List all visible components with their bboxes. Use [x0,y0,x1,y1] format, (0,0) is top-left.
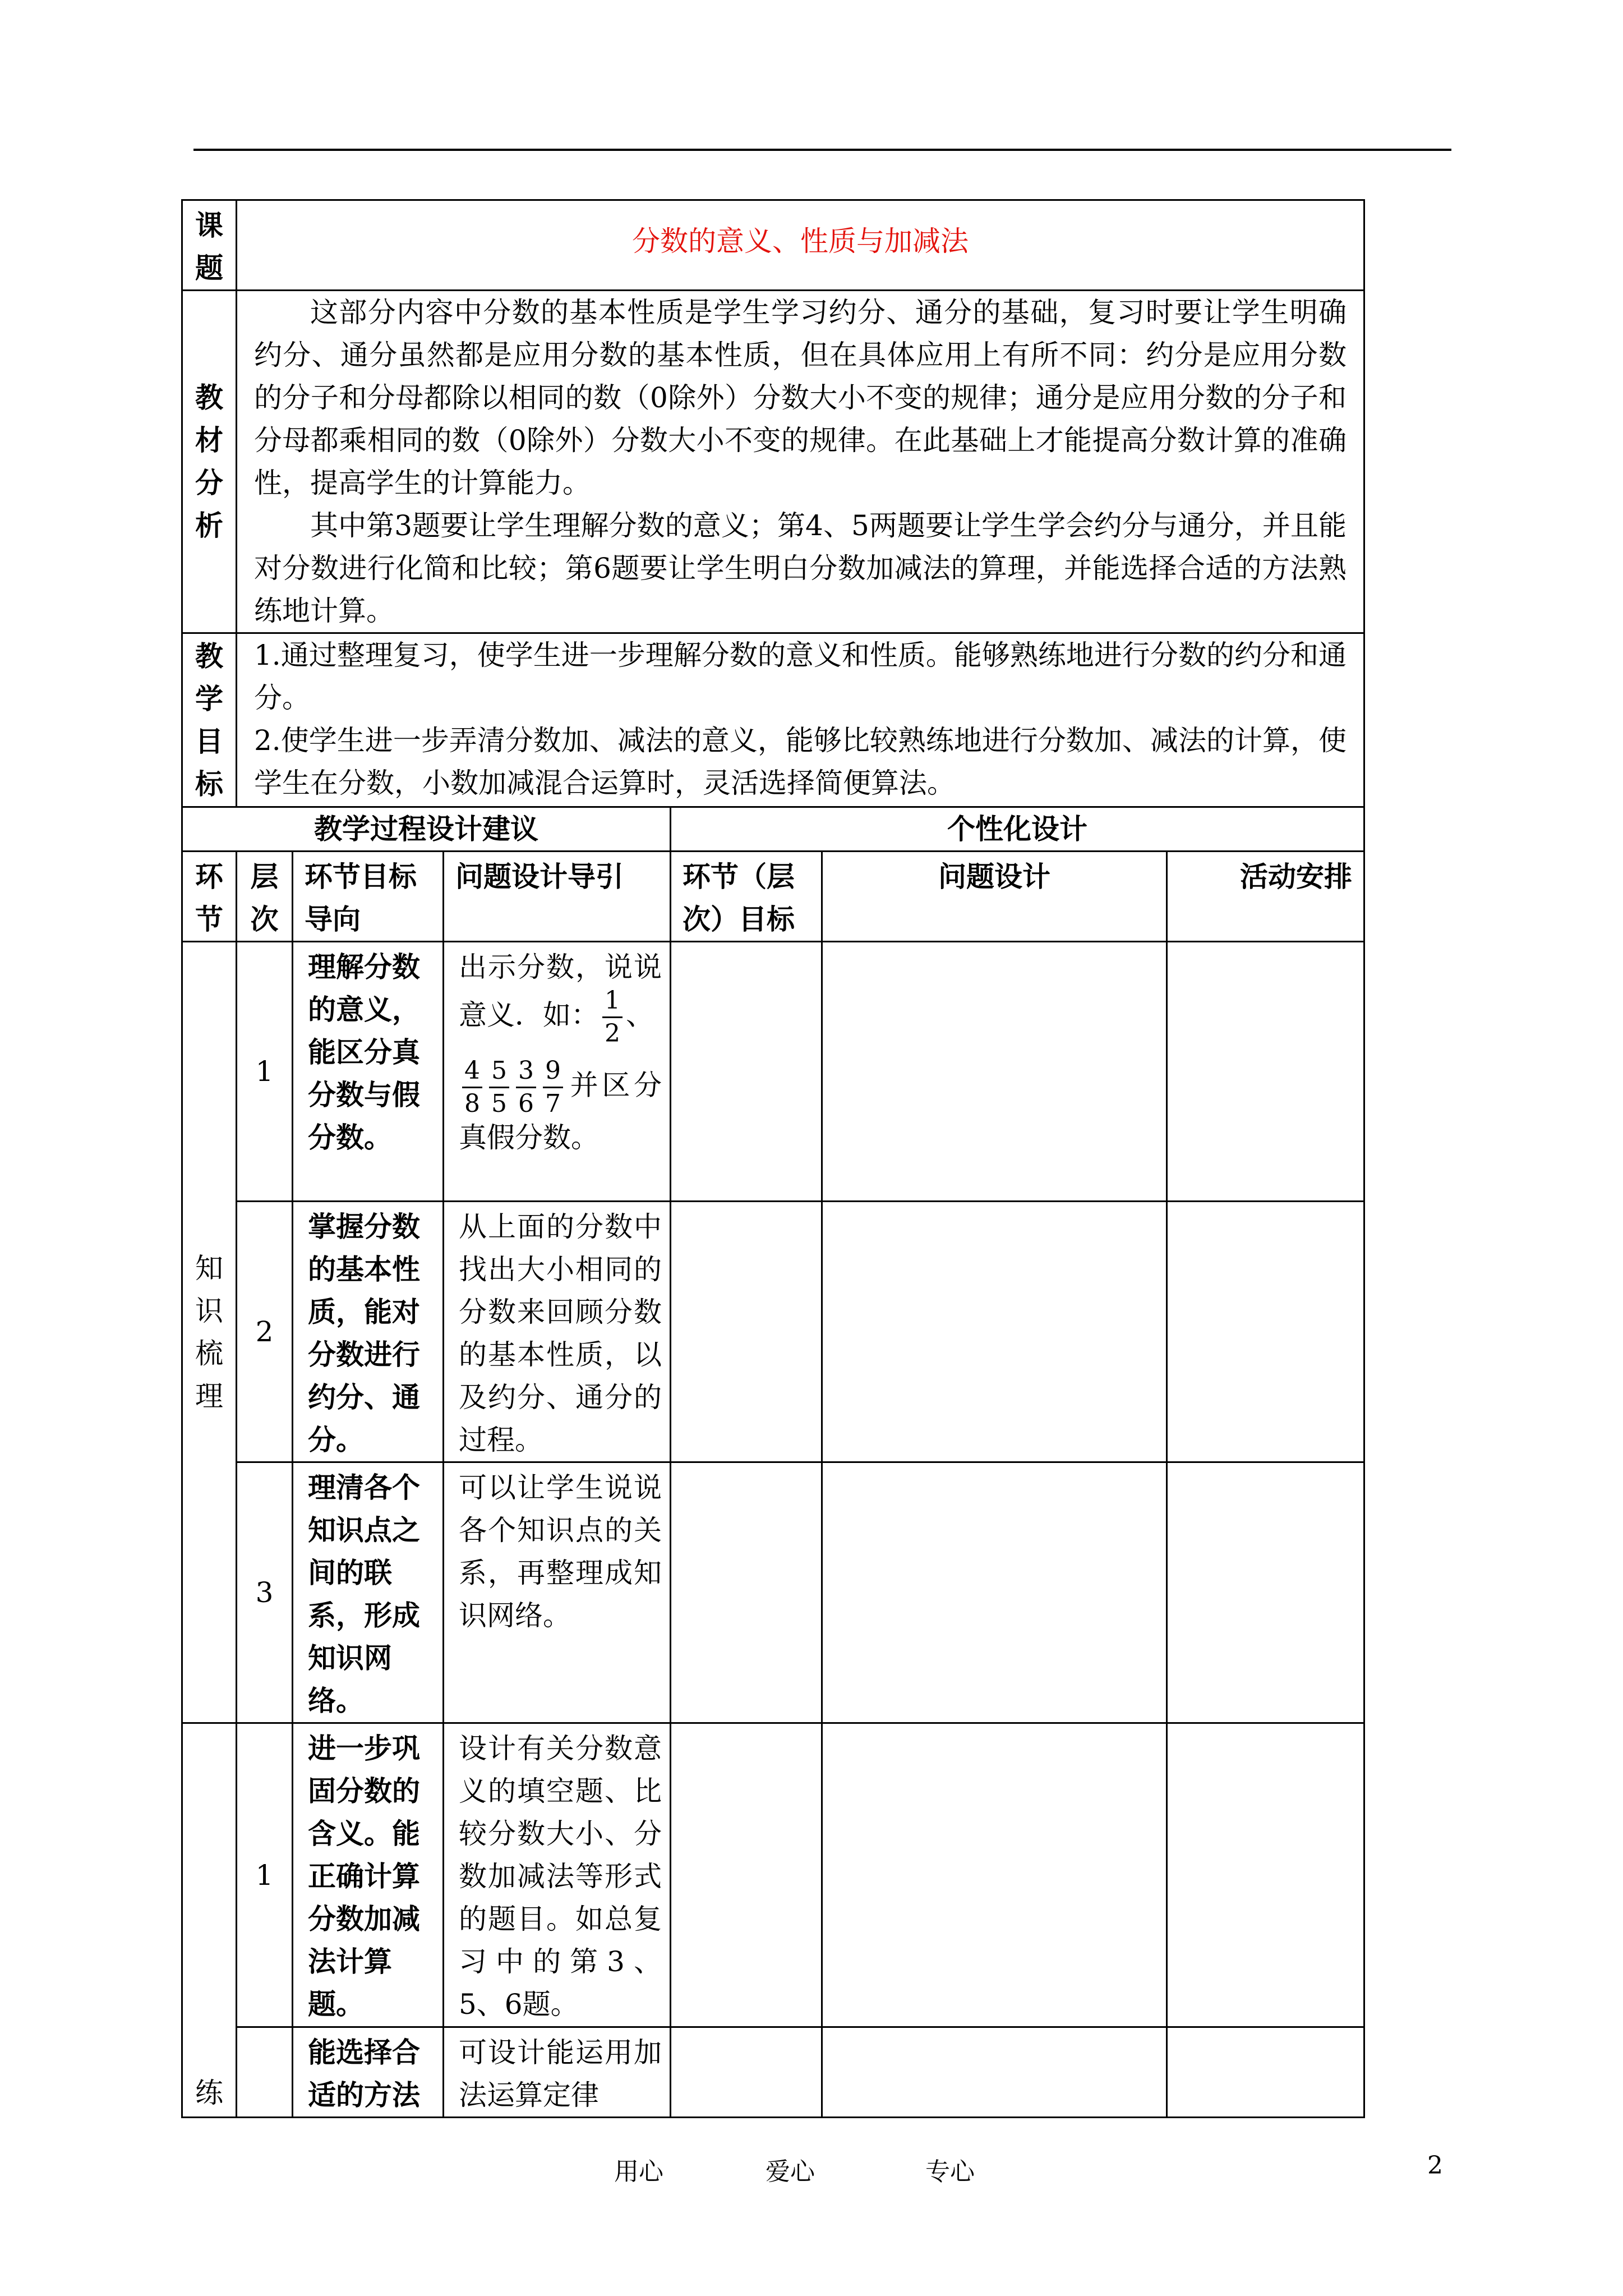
empty-cell [822,1723,1167,2027]
analysis-label-char: 教 [195,381,223,414]
empty-cell [1167,1723,1364,2027]
lesson-title: 分数的意义、性质与加减法 [237,200,1364,291]
col-level-header [237,852,293,942]
empty-cell [1167,942,1364,1202]
col-activity-header: 活动安排 [1167,852,1364,942]
col-stage-char: 环 [195,861,223,893]
personal-design-heading: 个性化设计 [671,807,1364,852]
page-number: 2 [1427,2151,1443,2180]
stage-char: 梳 [195,1337,223,1370]
col-goal-header: 环节目标导向 [293,852,444,942]
stage-char: 知 [195,1252,223,1285]
col-level-char: 层 [250,861,279,893]
col-stage-char: 节 [195,903,223,936]
fraction-numerator: 1 [602,988,623,1018]
analysis-label [182,291,237,633]
empty-cell [671,1462,822,1723]
fraction-denominator: 6 [518,1089,534,1118]
table-row [182,1462,1364,1723]
level-number [237,2027,293,2118]
fraction-numerator: 3 [516,1059,536,1088]
stage-knowledge-review [182,942,237,1723]
column-header-row [182,852,1364,942]
row-goal: 理解分数的意义，能区分真分数与假分数。 [293,942,444,1202]
fraction-denominator: 5 [491,1089,507,1118]
stage-practice: 练 [182,1723,237,2118]
empty-cell [1167,1202,1364,1462]
guide-text: 并区分真假分数。 [459,1069,662,1154]
fraction-denominator: 2 [605,1019,620,1048]
goal-item: 2.使学生进一步弄清分数加、减法的意义，能够比较熟练地进行分数加、减法的计算，使学生在分数，小数加减混合运算时，灵活选择简便算法。 [254,724,1347,799]
col-question-design-header: 问题设计 [822,852,1167,942]
table-row [182,942,1364,1202]
table-row [182,1202,1364,1462]
topic-label: 课题 [182,200,237,291]
empty-cell [671,1202,822,1462]
empty-cell [671,2027,822,2118]
goals-label [182,633,237,807]
goals-label-char: 目 [195,725,223,758]
fraction-numerator: 5 [489,1059,509,1088]
analysis-label-char: 析 [195,509,223,542]
row-guide: 从上面的分数中找出大小相同的分数来回顾分数的基本性质，以及约分、通分的过程。 [444,1202,671,1462]
analysis-label-char: 材 [195,424,223,457]
footer-item: 用心 [614,2157,663,2186]
fraction [462,1056,482,1118]
fraction-denominator: 8 [464,1089,480,1118]
analysis-paragraph: 这部分内容中分数的基本性质是学生学习约分、通分的基础，复习时要让学生明确约分、通分虽然都是应用分数的基本性质，但在具体应用上有所不同：约分是应用分数的分子和分母都除以相同的数（0除外）分数大小不变的规律；通分是应用分数的分子和分母都乘相同的数（0除外）分数大小不变的规律。在此基础上才能提高分数计算的准确性，提高学生的计算能力。 [254,296,1347,499]
footer-item: 爱心 [766,2157,815,2186]
row-guide: 可以让学生说说各个知识点的关系，再整理成知识网络。 [444,1462,671,1723]
guide-text: 、 [626,999,654,1032]
process-heading: 教学过程设计建议 [182,807,671,852]
row-guide: 设计有关分数意义的填空题、比较分数大小、分数加减法等形式的题目。如总复习中的第3、5、6题。 [444,1723,671,2027]
section-heading-row [182,807,1364,852]
goals-row [182,633,1364,807]
header-rule [193,149,1451,151]
analysis-row [182,291,1364,633]
guide-text: 出示分数，说说意义．如： [459,951,662,1032]
level-number: 1 [237,942,293,1202]
table-row [182,1723,1364,2027]
col-level-char: 次 [250,903,279,936]
row-goal: 理清各个知识点之间的联系，形成知识网络。 [293,1462,444,1723]
empty-cell [822,942,1167,1202]
empty-cell [1167,2027,1364,2118]
level-number: 2 [237,1202,293,1462]
level-number: 1 [237,1723,293,2027]
row-guide: 可设计能运用加法运算定律 [444,2027,671,2118]
stage-char: 理 [195,1380,223,1412]
fraction [602,988,623,1046]
col-guide-header: 问题设计导引 [444,852,671,942]
fraction-denominator: 7 [545,1089,561,1118]
row-goal: 进一步巩固分数的含义。能正确计算分数加减法计算题。 [293,1723,444,2027]
fraction-numerator: 9 [543,1059,563,1088]
row-goal: 能选择合适的方法 [293,2027,444,2118]
empty-cell [822,1462,1167,1723]
topic-row [182,200,1364,291]
empty-cell [671,1723,822,2027]
analysis-label-char: 分 [195,467,223,499]
lesson-plan-table [181,199,1365,2118]
level-number: 3 [237,1462,293,1723]
empty-cell [1167,1462,1364,1723]
analysis-content [237,291,1364,633]
goal-item: 1.通过整理复习，使学生进一步理解分数的意义和性质。能够熟练地进行分数的约分和通分。 [254,639,1347,714]
empty-cell [671,942,822,1202]
fraction [489,1056,509,1118]
goals-label-char: 标 [195,767,223,800]
stage-char: 识 [195,1295,223,1327]
row-goal: 掌握分数的基本性质，能对分数进行约分、通分。 [293,1202,444,1462]
table-row [182,2027,1364,2118]
goals-label-char: 学 [195,682,223,715]
fraction-numerator: 4 [462,1059,482,1088]
goals-content [237,633,1364,807]
fraction [516,1056,536,1118]
empty-cell [822,2027,1167,2118]
goals-label-char: 教 [195,639,223,673]
analysis-paragraph: 其中第3题要让学生理解分数的意义；第4、5两题要让学生学会约分与通分，并且能对分数进行化简和比较；第6题要让学生明白分数加减法的算理，并能选择合适的方法熟练地计算。 [254,509,1347,627]
row-guide [444,942,671,1202]
fraction [543,1056,563,1118]
footer-item: 专心 [925,2157,975,2186]
empty-cell [822,1202,1167,1462]
col-personal-goal-header: 环节（层次）目标 [671,852,822,942]
col-stage-header [182,852,237,942]
